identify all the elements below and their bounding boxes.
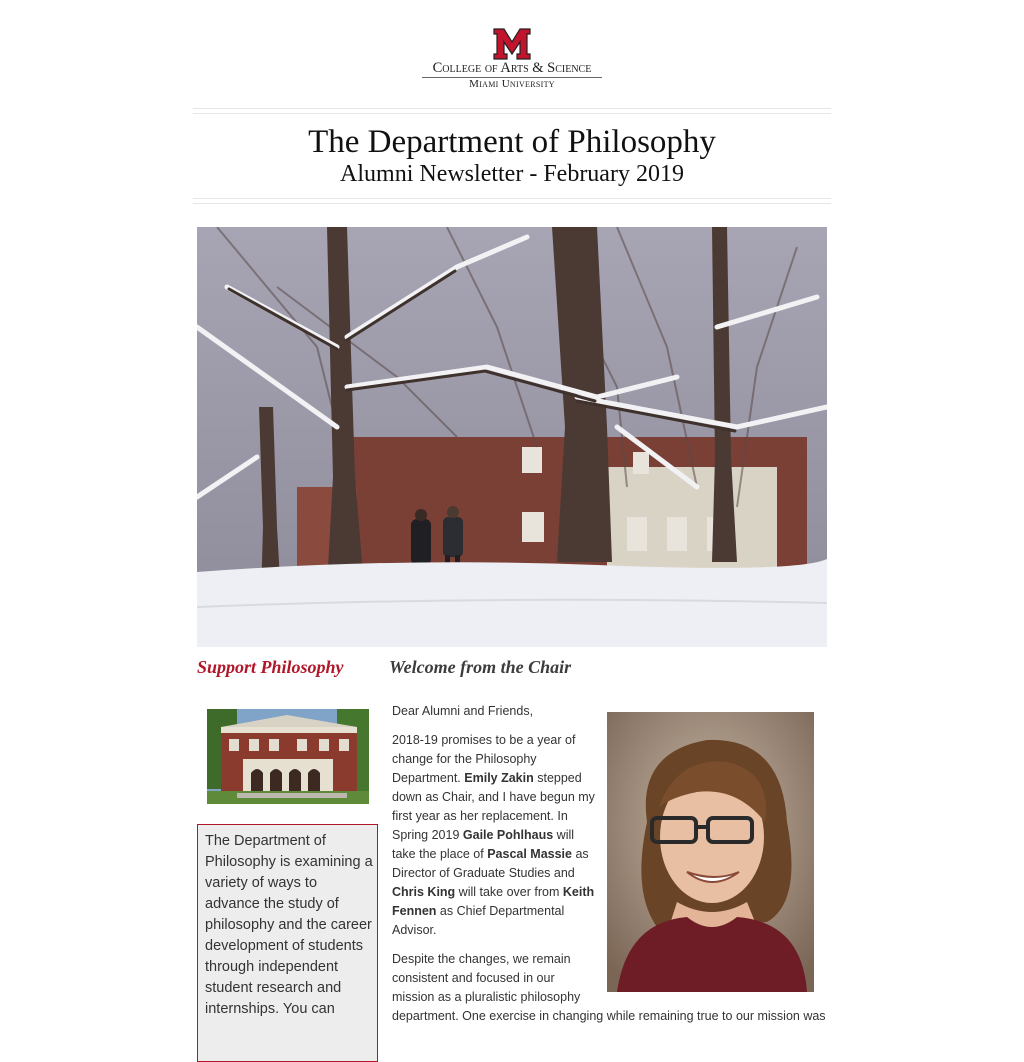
building-photo — [207, 709, 369, 804]
support-box-text: The Department of Philosophy is examining a variety of ways to advance the study of philosophy and the career development of students through independent student research and internships. You can — [205, 833, 373, 1017]
letter-paragraph — [392, 731, 598, 940]
letter-paragraph: Despite the changes, we remain consistent and focused in our mission as a pluralistic philosophy — [392, 952, 581, 1004]
letter-text: as Director of Graduate Studies and — [392, 847, 589, 880]
page-subtitle: Alumni Newsletter - February 2019 — [340, 161, 684, 187]
logo-university-name: Miami University — [469, 78, 555, 90]
college-logo[interactable] — [193, 28, 831, 91]
letter-greeting: Dear Alumni and Friends, — [392, 704, 534, 718]
chair-letter — [392, 702, 598, 1017]
letter-paragraph-continued: department. One exercise in changing while remaining true to our mission was — [392, 1009, 826, 1023]
letter-text: 2018-19 promises to be a year of change for the Philosophy Department. — [392, 733, 576, 785]
logo-college-name: College of Arts & Science — [432, 60, 592, 76]
newsletter — [193, 0, 831, 1024]
welcome-heading: Welcome from the Chair — [389, 657, 572, 677]
divider — [193, 108, 831, 114]
person-name: Keith Fennen — [392, 885, 595, 918]
support-philosophy-link[interactable]: Support Philosophy — [197, 657, 344, 677]
page-title: The Department of Philosophy — [308, 124, 716, 160]
chair-portrait-photo — [607, 712, 814, 992]
hero-photo-winter-campus — [197, 227, 827, 647]
person-name: Chris King — [392, 885, 456, 899]
letter-text: as Chief Departmental Advisor. — [392, 904, 565, 937]
support-info-box — [197, 824, 378, 1062]
person-name: Pascal Massie — [487, 847, 572, 861]
letter-text: will take over from — [455, 885, 563, 899]
divider — [193, 198, 831, 204]
letter-text: stepped down as Chair, and I have begun my first year as her replacement. In Spring 2019 — [392, 771, 595, 842]
person-name: Emily Zakin — [464, 771, 534, 785]
letter-text: will take the place of — [392, 828, 575, 861]
person-name: Gaile Pohlhaus — [462, 828, 554, 842]
miami-m-logo-icon — [493, 28, 531, 60]
